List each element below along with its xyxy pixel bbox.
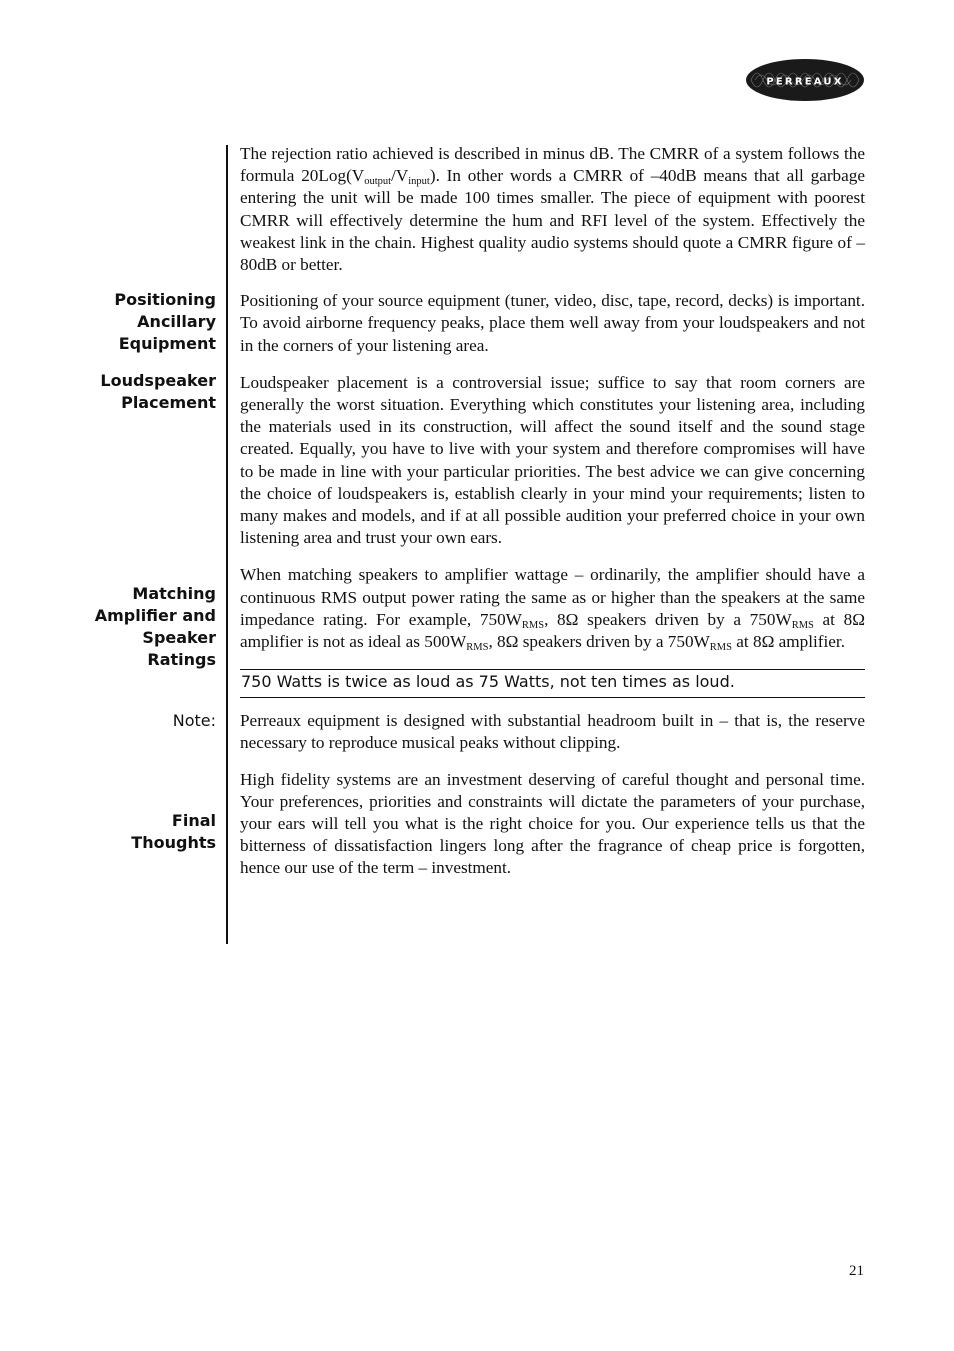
final-paragraph: High fidelity systems are an investment deserving of careful thought and personal time. Your preferences, priorities and constraints will dictate the parameters of your purchase, your ears will tell you what is the right choice for you. Our experience tells us that the bitterness of dissatisfaction lingers long after the fragrance of cheap price is forgotten, hence our use of the term – investment.: [240, 769, 865, 878]
heading-matching: [60, 583, 216, 671]
heading-line: Speaker: [142, 628, 216, 647]
subscript: RMS: [466, 642, 489, 654]
heading-positioning: [60, 289, 216, 355]
subscript: input: [408, 176, 430, 188]
matching-paragraph: [240, 564, 865, 653]
body-column: [240, 143, 865, 880]
page-number: 21: [849, 1263, 864, 1279]
text-segment: , 8Ω speakers driven by a 750W: [488, 632, 710, 652]
heading-line: Placement: [121, 393, 216, 412]
note-box: 750 Watts is twice as loud as 75 Watts, not ten times as loud.: [240, 669, 865, 698]
logo-text: PERREAUX: [766, 76, 844, 88]
heading-line: Ratings: [147, 650, 216, 669]
text-segment: The rejection ratio achieved is described in minus dB. The CMRR of a system follows the formula 20Log(V: [240, 144, 865, 186]
text-segment: /V: [391, 166, 409, 186]
heading-line: Amplifier and: [94, 606, 216, 625]
heading-line: Ancillary: [137, 312, 216, 331]
note-label: [60, 710, 216, 732]
subscript: RMS: [791, 619, 814, 631]
text-segment: at 8Ω amplifier.: [731, 632, 845, 652]
text-segment: at 8Ω amplifier is not as ideal as 500W: [240, 609, 865, 652]
heading-line: Positioning: [114, 290, 216, 309]
subscript: output: [364, 176, 392, 188]
intro-paragraph: [240, 143, 865, 276]
heading-line: Equipment: [118, 334, 216, 353]
subscript: RMS: [521, 619, 545, 631]
note-label-text: Note:: [172, 711, 216, 730]
headroom-paragraph: Perreaux equipment is designed with substantial headroom built in – that is, the reserve necessary to reproduce musical peaks without clipping.: [240, 711, 865, 753]
heading-final: [60, 810, 216, 854]
text-segment: ). In other words a CMRR of –40dB means that all garbage entering the unit will be made 100 times smaller. The piece of equipment with poorest CMRR will effectively determine the hum and RFI level of the system. Effectively the weakest link in the chain. Highest quality audio systems should quote a CMRR figure of –80dB or better.: [240, 166, 865, 275]
heading-line: Matching: [132, 584, 216, 603]
heading-line: Loudspeaker: [100, 371, 216, 390]
loudspeaker-paragraph: Loudspeaker placement is a controversial issue; suffice to say that room corners are generally the worst situation. Everything which constitutes your listening area, including the materials used in its construction, will affect the sound itself and the sound stage created. Equally, you have to live with your system and therefore compromises will have to be made in line with your particular priorities. The best advice we can give concerning the choice of loudspeakers is, establish clearly in your mind your requirements; listen to many makes and models, and if at all possible audition your preferred choice in your own listening area and trust your own ears.: [240, 372, 865, 548]
text-segment: When matching speakers to amplifier wattage – ordinarily, the amplifier should have a continuous RMS output power rating the same as or higher than the speakers at the same impedance rating. For example, 750W: [240, 565, 865, 629]
vertical-rule: [226, 145, 228, 944]
text-segment: , 8Ω speakers driven by a 750W: [544, 609, 792, 629]
heading-line: Thoughts: [131, 833, 216, 852]
heading-loudspeaker: [60, 370, 216, 414]
positioning-paragraph: Positioning of your source equipment (tuner, video, disc, tape, record, decks) is important. To avoid airborne frequency peaks, place them well away from your loudspeakers and not in the corners of your listening area.: [240, 291, 865, 355]
heading-line: Final: [171, 811, 216, 830]
perreaux-logo: [745, 58, 865, 102]
subscript: RMS: [709, 642, 732, 654]
